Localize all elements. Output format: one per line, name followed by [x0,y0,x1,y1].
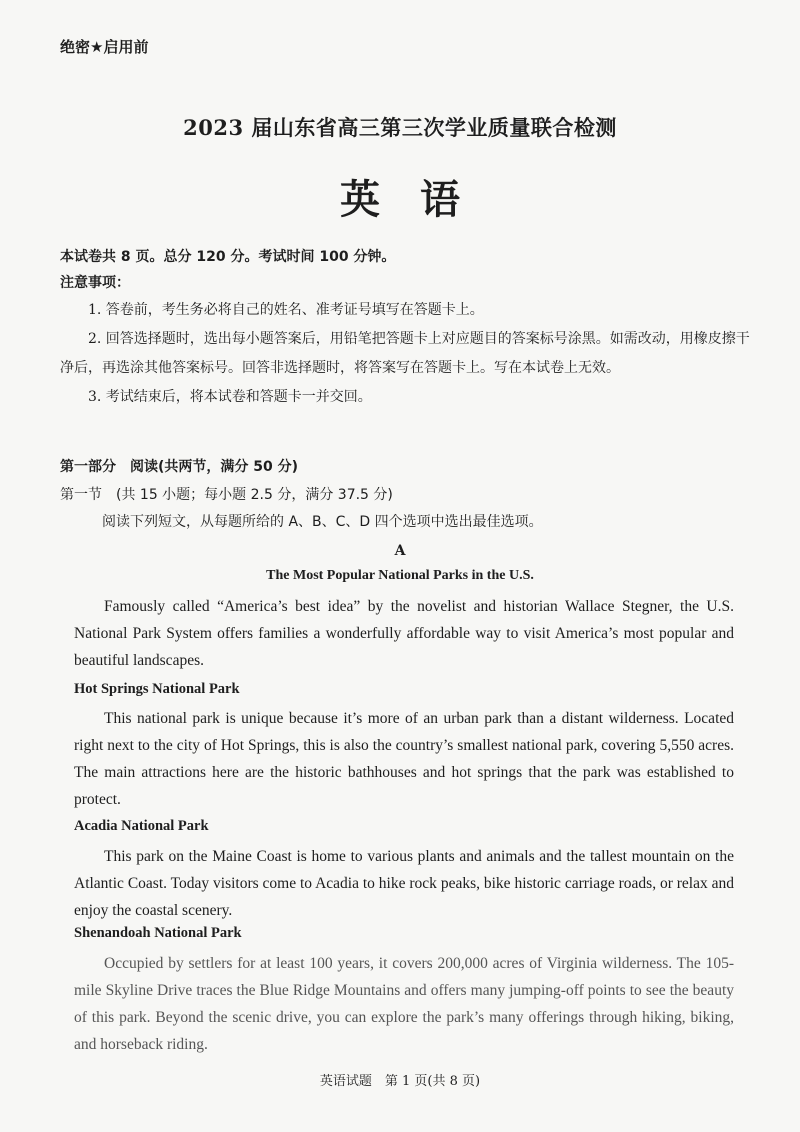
passage-title: The Most Popular National Parks in the U.S. [266,568,534,583]
page-footer: 英语试题 第 1 页(共 8 页) [319,1074,481,1089]
confidential-label: 绝密★启用前 [60,38,149,56]
passage-intro: Famously called “America’s best idea” by the novelist and historian Wallace Stegner, the U.S. National Park System offers families a wonderfully affordable way to visit America’s most popular and beautiful landscapes. [74,598,734,669]
park-heading: Hot Springs National Park [74,681,240,697]
subject-title: 英语 [340,177,500,223]
park-description: Occupied by settlers for at least 100 years, it covers 200,000 acres of Virginia wilderness. The 105-mile Skyline Drive traces the Blue Ridge Mountains and offers many jumping-off points to see the beauty of this park. Beyond the scenic drive, you can explore the park’s many offerings through hiking, biking, and horseback riding. [74,955,734,1053]
park-description: This national park is unique because it’s more of an urban park than a distant wilderness. Located right next to the city of Hot Springs, this is also the country’s smallest national park, covering 5,550 acres. The main attractions here are the historic bathhouses and hot springs that the park was established to protect. [74,710,734,808]
passage-letter: A [394,543,406,559]
notice-item: 1. 答卷前，考生务必将自己的姓名、准考证号填写在答题卡上。 [88,302,484,318]
section-heading: 第一节 (共 15 小题；每小题 2.5 分，满分 37.5 分) [60,487,393,503]
exam-title: 2023 届山东省高三第三次学业质量联合检测 [183,115,617,140]
notice-list [60,296,750,412]
notice-item: 2. 回答选择题时，选出每小题答案后，用铅笔把答题卡上对应题目的答案标号涂黑。如需改动，用橡皮擦干净后，再选涂其他答案标号。回答非选择题时，将答案写在答题卡上。写在本试卷上无效。 [60,331,750,376]
exam-info: 本试卷共 8 页。总分 120 分。考试时间 100 分钟。 [60,249,396,265]
park-heading: Shenandoah National Park [74,925,242,941]
park-description: This park on the Maine Coast is home to various plants and animals and the tallest mountain on the Atlantic Coast. Today visitors come to Acadia to hike rock peaks, bike historic carriage roads, or relax and enjoy the coastal scenery. [74,848,734,919]
park-heading: Acadia National Park [74,818,209,834]
reading-instruction: 阅读下列短文，从每题所给的 A、B、C、D 四个选项中选出最佳选项。 [102,514,543,530]
part-heading: 第一部分 阅读(共两节，满分 50 分) [60,459,299,475]
notice-item: 3. 考试结束后，将本试卷和答题卡一并交回。 [88,389,372,405]
notice-heading: 注意事项： [60,275,130,291]
